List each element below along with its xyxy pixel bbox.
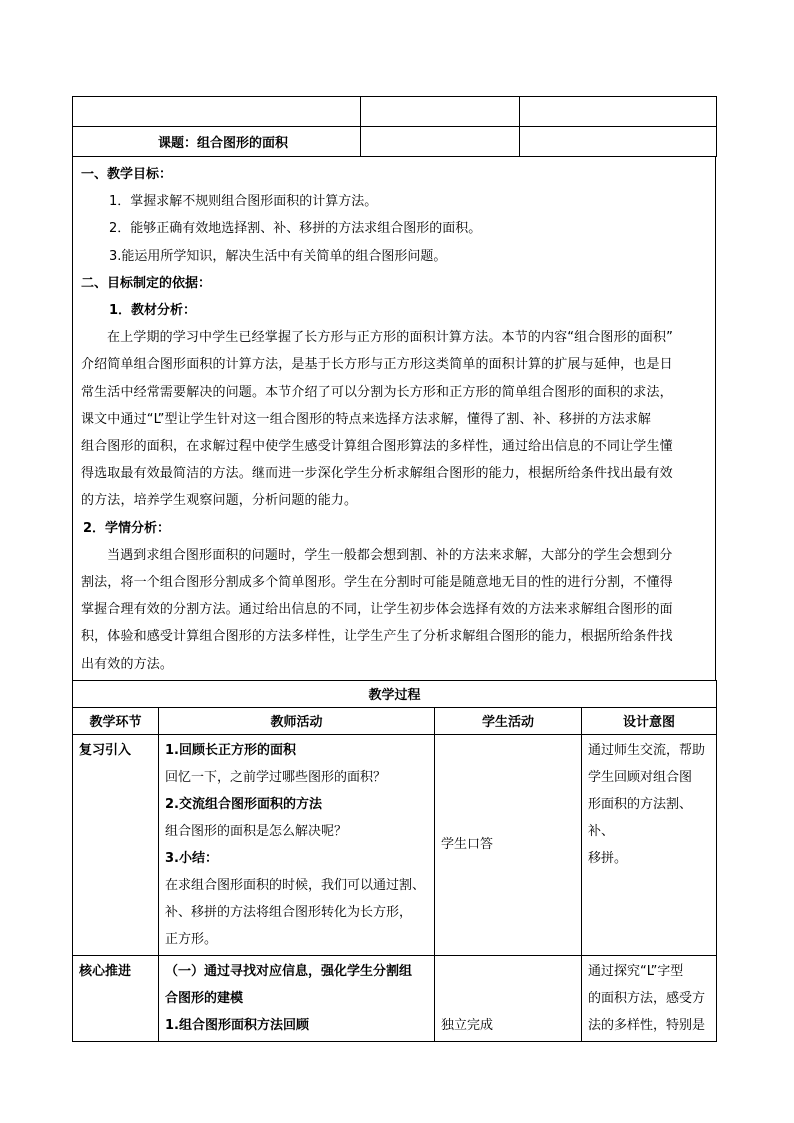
goals-heading: 一、教学目标： <box>81 167 173 182</box>
textbook-line: 介绍简单组合图形面积的计算方法，是基于长方形与正方形这类简单的面积计算的扩展与延伸，也是日 <box>81 357 673 373</box>
intent-line: 学生回顾对组合图 <box>588 769 693 785</box>
textbook-line: 得选取最有效最简洁的方法。继而进一步深化学生分析求解组合图形的能力，根据所给条件找出最有效 <box>81 466 673 482</box>
stage-cell: 复习引入 <box>73 734 159 955</box>
lesson-plan-page <box>72 96 716 1042</box>
teacher-line: 1.组合图形面积方法回顾 <box>165 1017 309 1033</box>
goal-item: 3.能运用所学知识，解决生活中有关简单的组合图形问题。 <box>109 248 447 264</box>
teacher-line: 合图形的建模 <box>165 990 244 1006</box>
goals-content <box>73 157 715 680</box>
column-header-teacher: 教师活动 <box>159 707 435 734</box>
textbook-line: 课文中通过“L”型让学生针对这一组合图形的特点来选择方法求解，懂得了割、补、移拼的方法求解 <box>81 411 652 427</box>
teacher-line: 正方形。 <box>165 931 218 947</box>
students-heading: 2．学情分析： <box>83 520 171 536</box>
process-table <box>72 680 717 1042</box>
teacher-line: （一）通过寻找对应信息，强化学生分割组 <box>165 963 413 979</box>
student-activity-cell: 独立完成 <box>435 955 582 1041</box>
table-row <box>73 734 717 955</box>
intent-line: 通过师生交流，帮助 <box>588 742 706 758</box>
goal-item: 2．能够正确有效地选择割、补、移拼的方法求组合图形的面积。 <box>109 221 482 237</box>
goal-item: 1．掌握求解不规则组合图形面积的计算方法。 <box>109 194 378 210</box>
teacher-activity-cell <box>159 955 435 1041</box>
stage-cell: 核心推进 <box>73 955 159 1041</box>
teacher-line: 补、移拼的方法将组合图形转化为长方形， <box>165 904 413 920</box>
goals-table <box>72 156 716 681</box>
student-activity-cell: 学生口答 <box>435 734 582 955</box>
teacher-line: 1.回顾长正方形的面积 <box>165 742 296 758</box>
teacher-line: 2.交流组合图形面积的方法 <box>165 796 322 812</box>
header-blank-cell <box>361 127 520 157</box>
intent-line: 移拼。 <box>588 850 628 866</box>
textbook-line: 在上学期的学习中学生已经掌握了长方形与正方形的面积计算方法。本节的内容“组合图形的面积” <box>107 330 674 346</box>
students-line: 积，体验和感受计算组合图形的方法多样性，让学生产生了分析求解组合图形的能力，根据所给条件找 <box>81 629 673 645</box>
students-line: 出有效的方法。 <box>81 656 174 672</box>
column-header-intent: 设计意图 <box>582 707 717 734</box>
teacher-line: 组合图形的面积是怎么解决呢？ <box>165 823 348 839</box>
intent-line: 形面积的方法割、补、 <box>588 796 693 839</box>
column-header-stage: 教学环节 <box>73 707 159 734</box>
intent-line: 通过探究“L”字型 <box>588 963 684 979</box>
header-table <box>72 96 717 157</box>
lesson-title: 课题：组合图形的面积 <box>73 127 361 157</box>
textbook-heading: 1．教材分析： <box>109 303 197 319</box>
teacher-line: 3.小结： <box>165 850 218 866</box>
basis-heading: 二、目标制定的依据： <box>81 275 212 291</box>
teacher-activity-cell <box>159 734 435 955</box>
textbook-line: 的方法，培养学生观察问题，分析问题的能力。 <box>81 493 358 509</box>
teacher-line: 回忆一下，之前学过哪些图形的面积？ <box>165 769 387 785</box>
process-title: 教学过程 <box>73 680 717 707</box>
header-blank-cell <box>520 97 717 127</box>
teacher-line: 在求组合图形面积的时候，我们可以通过割、 <box>165 877 426 893</box>
table-row <box>73 955 717 1041</box>
intent-line: 法的多样性，特别是 <box>588 1017 706 1033</box>
students-line: 掌握合理有效的分割方法。通过给出信息的不同，让学生初步体会选择有效的方法来求解组合图形的面 <box>81 602 673 618</box>
column-header-student: 学生活动 <box>435 707 582 734</box>
intent-line: 的面积方法，感受方 <box>588 990 706 1006</box>
students-line: 当遇到求组合图形面积的问题时，学生一般都会想到割、补的方法来求解，大部分的学生会想到分 <box>107 547 673 563</box>
design-intent-cell <box>582 955 717 1041</box>
textbook-line: 组合图形的面积，在求解过程中使学生感受计算组合图形算法的多样性，通过给出信息的不同让学生懂 <box>81 439 673 455</box>
header-blank-cell <box>520 127 717 157</box>
header-blank-cell <box>73 97 361 127</box>
students-line: 割法，将一个组合图形分割成多个简单图形。学生在分割时可能是随意地无目的性的进行分割，不懂得 <box>81 575 673 591</box>
textbook-line: 常生活中经常需要解决的问题。本节介绍了可以分割为长方形和正方形的简单组合图形的面积的求法， <box>81 384 673 400</box>
header-blank-cell <box>361 97 520 127</box>
design-intent-cell <box>582 734 717 955</box>
